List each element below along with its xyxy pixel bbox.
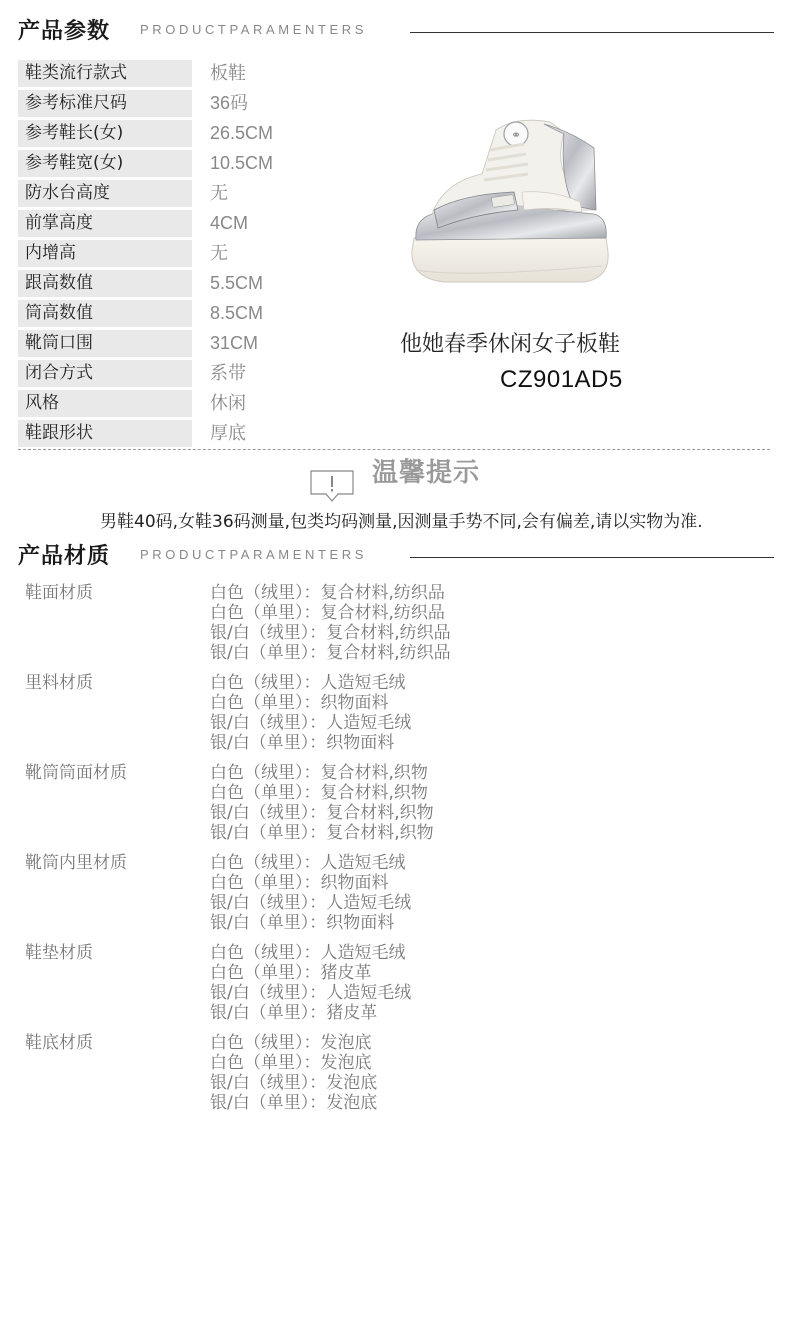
param-row — [18, 119, 318, 149]
param-label: 前掌高度 — [18, 210, 192, 237]
param-label: 跟高数值 — [18, 270, 192, 297]
param-row — [18, 389, 318, 419]
exclamation-speech-bubble-icon — [310, 470, 354, 504]
param-row — [18, 89, 318, 119]
material-line: 银/白（单里）：发泡底 — [210, 1093, 378, 1113]
param-value: 无 — [210, 183, 228, 203]
param-label: 靴筒口围 — [18, 330, 192, 357]
section-header-materials — [0, 533, 790, 573]
material-line: 白色（单里）：复合材料,织物 — [210, 783, 428, 803]
param-label: 参考标准尺码 — [18, 90, 192, 117]
material-line: 银/白（绒里）：人造短毛绒 — [210, 983, 412, 1003]
param-row — [18, 149, 318, 179]
param-label: 鞋类流行款式 — [18, 60, 192, 87]
param-value: 厚底 — [210, 423, 246, 443]
material-line: 银/白（单里）：复合材料,纺织品 — [210, 643, 451, 663]
material-line: 白色（绒里）：发泡底 — [210, 1033, 372, 1053]
material-label: 鞋底材质 — [25, 1033, 93, 1053]
material-line: 白色（绒里）：复合材料,织物 — [210, 763, 428, 783]
param-row — [18, 329, 318, 359]
material-line: 银/白（单里）：猪皮革 — [210, 1003, 378, 1023]
material-group — [25, 1033, 765, 1123]
material-line: 银/白（单里）：织物面料 — [210, 913, 395, 933]
param-row — [18, 269, 318, 299]
material-line: 银/白（绒里）：复合材料,纺织品 — [210, 623, 451, 643]
material-group — [25, 763, 765, 853]
params-table — [18, 59, 318, 449]
param-label: 筒高数值 — [18, 300, 192, 327]
param-row — [18, 179, 318, 209]
param-value: 板鞋 — [210, 63, 246, 83]
product-shoe-image — [404, 110, 614, 290]
material-line: 白色（绒里）：人造短毛绒 — [210, 853, 406, 873]
param-row — [18, 209, 318, 239]
param-value: 系带 — [210, 363, 246, 383]
section-subtitle: PRODUCTPARAMENTERS — [140, 547, 368, 562]
material-group — [25, 673, 765, 763]
param-row — [18, 239, 318, 269]
param-label: 风格 — [18, 390, 192, 417]
material-line: 白色（单里）：发泡底 — [210, 1053, 372, 1073]
material-line: 白色（单里）：猪皮革 — [210, 963, 372, 983]
param-value: 8.5CM — [210, 303, 264, 323]
material-line: 银/白（单里）：织物面料 — [210, 733, 395, 753]
param-label: 参考鞋宽(女) — [18, 150, 192, 177]
material-line: 白色（绒里）：复合材料,纺织品 — [210, 583, 445, 603]
material-line: 白色（绒里）：人造短毛绒 — [210, 943, 406, 963]
material-line: 银/白（绒里）：发泡底 — [210, 1073, 378, 1093]
param-value: 5.5CM — [210, 273, 264, 293]
material-line: 白色（单里）：织物面料 — [210, 693, 389, 713]
section-header-params — [0, 8, 790, 48]
param-row — [18, 419, 318, 449]
param-label: 防水台高度 — [18, 180, 192, 207]
material-label: 鞋面材质 — [25, 583, 93, 603]
param-label: 参考鞋长(女) — [18, 120, 192, 147]
material-label: 鞋垫材质 — [25, 943, 93, 963]
material-line: 银/白（绒里）：人造短毛绒 — [210, 893, 412, 913]
param-value: 10.5CM — [210, 153, 274, 173]
product-code: CZ901AD5 — [500, 366, 623, 393]
tip-text: 男鞋40码,女鞋36码测量,包类均码测量,因测量手势不同,会有偏差,请以实物为准. — [100, 512, 703, 532]
param-label: 内增高 — [18, 240, 192, 267]
material-label: 靴筒筒面材质 — [25, 763, 127, 783]
divider — [410, 32, 774, 33]
param-value: 休闲 — [210, 393, 246, 413]
material-group — [25, 943, 765, 1033]
param-value: 36码 — [210, 93, 249, 113]
material-line: 白色（单里）：织物面料 — [210, 873, 389, 893]
param-row — [18, 359, 318, 389]
param-row — [18, 59, 318, 89]
param-value: 4CM — [210, 213, 249, 233]
divider — [410, 557, 774, 558]
material-line: 白色（单里）：复合材料,纺织品 — [210, 603, 445, 623]
param-value: 26.5CM — [210, 123, 274, 143]
tip-title: 温馨提示 — [372, 458, 481, 488]
product-name: 他她春季休闲女子板鞋 — [400, 332, 621, 357]
dashed-divider — [18, 449, 770, 450]
section-title: 产品材质 — [18, 544, 111, 569]
material-group — [25, 853, 765, 943]
material-line: 银/白（单里）：复合材料,织物 — [210, 823, 434, 843]
param-value: 无 — [210, 243, 228, 263]
section-subtitle: PRODUCTPARAMENTERS — [140, 22, 368, 37]
param-label: 鞋跟形状 — [18, 420, 192, 447]
material-group — [25, 583, 765, 673]
material-line: 银/白（绒里）：人造短毛绒 — [210, 713, 412, 733]
param-label: 闭合方式 — [18, 360, 192, 387]
material-line: 银/白（绒里）：复合材料,织物 — [210, 803, 434, 823]
material-label: 靴筒内里材质 — [25, 853, 127, 873]
material-label: 里料材质 — [25, 673, 93, 693]
section-title: 产品参数 — [18, 19, 111, 44]
param-row — [18, 299, 318, 329]
svg-text:⚭: ⚭ — [510, 128, 522, 142]
materials-list — [25, 583, 765, 1123]
material-line: 白色（绒里）：人造短毛绒 — [210, 673, 406, 693]
param-value: 31CM — [210, 333, 259, 353]
